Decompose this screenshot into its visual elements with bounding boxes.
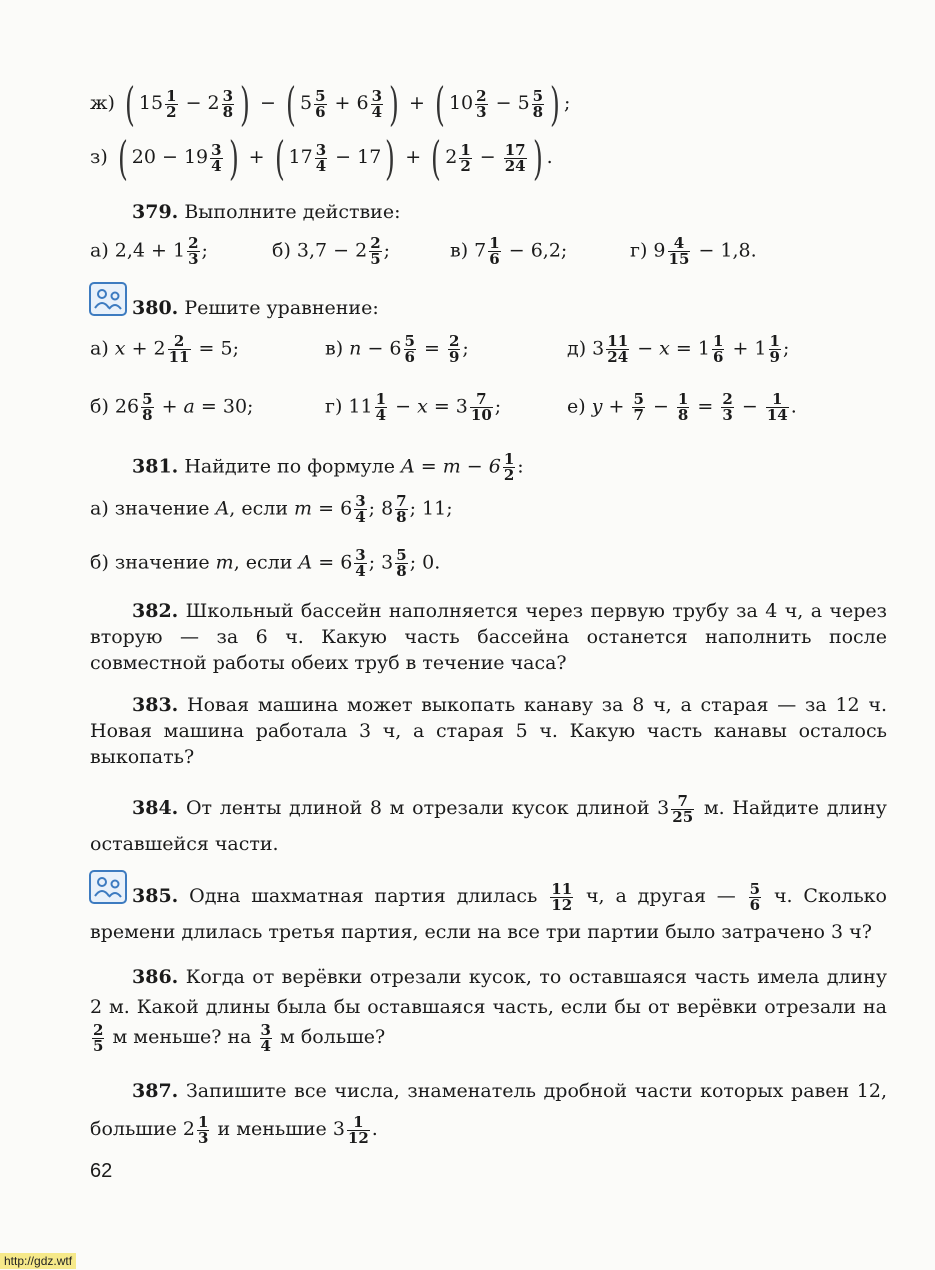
problem-379-b: б) 3,7 − 2 $\frac{2}{5}$ ; [272,234,391,268]
problem-380-b: б) 26 $\frac{5}{8}$ + a = 30; [90,390,254,424]
expression-z: з) ( 20 − 19 $\frac{3}{4}$ ) + ( 17 $\frac{3}{4}$ − 17) + ( 2 $\frac{1}{2}$ − $\frac{17}{24}$ ) . [90,131,553,185]
problem-387: 387. Запишите все числа, знаменатель дробной части которых равен 12, большие 2 $\frac{1}{3}$ и меньшие 3 $\frac{1}{12}$ . [90,1080,887,1147]
problem-380-a: а) x + 2 $\frac{2}{11}$ = 5; [90,332,239,366]
problem-385: 385. Одна шахматная партия длилась $\frac{11}{12}$ ч, а другая — $\frac{5}{6}$ ч. Сколько времени длилась третья партия, если на все три партии было затрачено 3 ч? [90,879,887,943]
problem-379-a: а) 2,4 + 1 $\frac{2}{3}$ ; [90,234,208,268]
problem-380-d: д) 3 $\frac{11}{24}$ − x = 1 $\frac{1}{6}$ + 1 $\frac{1}{9}$ ; [567,332,790,366]
problem-382: 382. Школьный бассейн наполняется через первую трубу за 4 ч, а через вторую — за 6 ч. Какую часть бассейна останется наполнить после совместной работы обеих труб в течение часа? [90,600,887,674]
problem-386: 386. Когда от верёвки отрезали кусок, то оставшаяся часть имела длину 2 м. Какой длины была бы оставшаяся часть, если бы от верёвки отрезали на $\frac{2}{5}$ м меньше? на $\frac{3}{4}$ м больше? [90,966,887,1055]
problem-379-title: 379. Выполните действие: [132,201,401,223]
page-number: 62 [90,1160,113,1182]
problem-379-v: в) 7 $\frac{1}{6}$ − 6,2; [450,234,568,268]
problem-380-g: г) 11 $\frac{1}{4}$ − x = 3 $\frac{7}{10}$ ; [325,390,502,424]
watermark-link[interactable]: http://gdz.wtf [0,1253,76,1269]
expression-zh: ж) ( 15 $\frac{1}{2}$ − 2 $\frac{3}{8}$ ) − ( 5 $\frac{5}{6}$ + 6 $\frac{3}{4}$ ) + ( 10 $\frac{2}{3}$ − 5 $\frac{5}{8}$ ) ; [90,77,571,131]
problem-380-title: 380. Решите уравнение: [132,297,379,319]
problem-380-e: е) y + $\frac{5}{7}$ − $\frac{1}{8}$ = $\frac{2}{3}$ − $\frac{1}{14}$ . [567,390,797,424]
problem-381-b: б) значение m, если A = 6 $\frac{3}{4}$ ; 3 $\frac{5}{8}$ ; 0. [90,546,441,580]
problem-384: 384. От ленты длиной 8 м отрезали кусок длиной 3 $\frac{7}{25}$ м. Найдите длину оставшейся части. [90,791,887,855]
problem-379-g: г) 9 $\frac{4}{15}$ − 1,8. [630,234,757,268]
problem-381-title: 381. Найдите по формуле A = m − 6 $\frac{1}{2}$ : [132,450,524,484]
problem-380-v: в) n − 6 $\frac{5}{6}$ = $\frac{2}{9}$ ; [325,332,469,366]
problem-381-a: а) значение A, если m = 6 $\frac{3}{4}$ ; 8 $\frac{7}{8}$ ; 11; [90,492,453,526]
problem-383: 383. Новая машина может выкопать канаву за 8 ч, а старая — за 12 ч. Новая машина работала 3 ч, а старая 5 ч. Какую часть канавы осталось выкопать? [90,694,887,768]
